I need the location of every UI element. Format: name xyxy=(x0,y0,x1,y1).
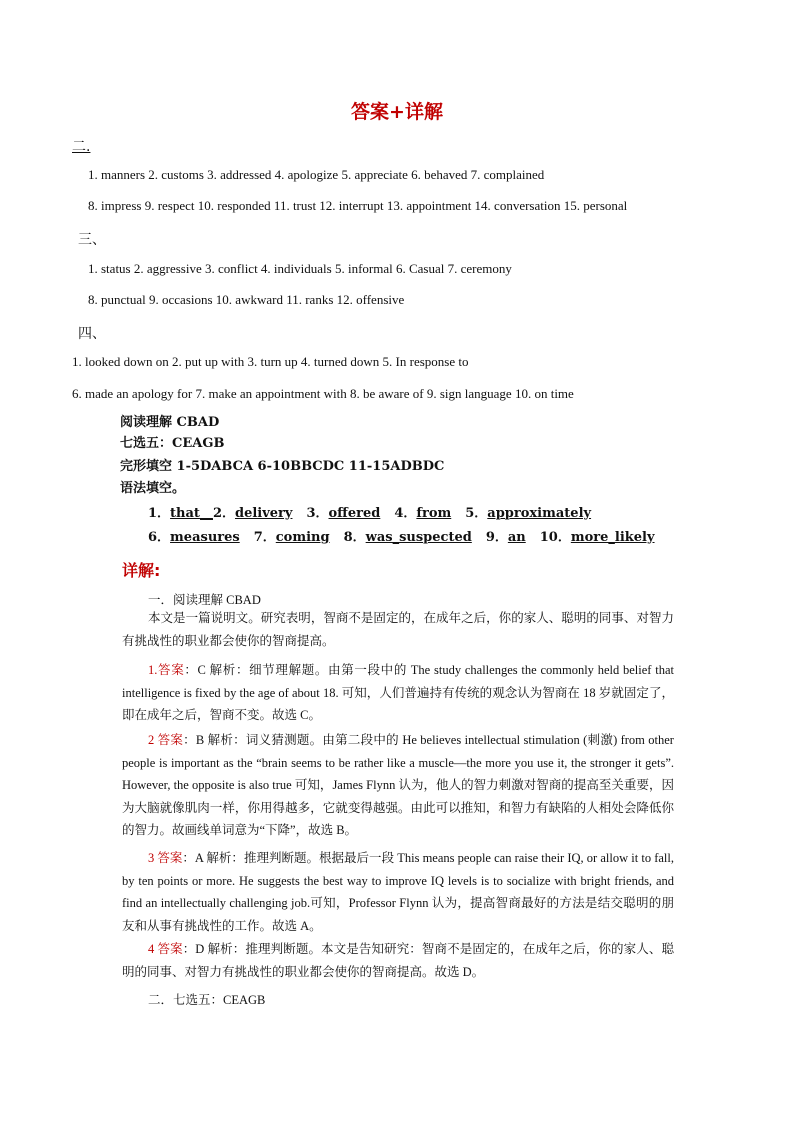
section-4-line-2: 6. made an apology for 7. make an appointment with 8. be aware of 9. sign language 10. on time xyxy=(72,386,574,401)
part-1-title: 一．阅读理解 CBAD xyxy=(148,593,261,607)
grammar-answer: more_likely xyxy=(570,530,655,545)
grammar-row-1 xyxy=(148,502,591,521)
q2-answer-label: 2 答案 xyxy=(148,733,184,747)
section-3-line-1: 1. status 2. aggressive 3. conflict 4. individuals 5. informal 6. Casual 7. ceremony xyxy=(88,261,512,276)
grammar-num: 5． xyxy=(465,506,488,521)
q1-answer-label: 1.答案 xyxy=(148,663,185,677)
detail-heading: 详解: xyxy=(122,561,161,580)
grammar-num: 6． xyxy=(148,530,171,545)
q3-answer-label: 3 答案 xyxy=(148,851,183,865)
grammar-num: 9． xyxy=(485,530,508,545)
grammar-answer: offered xyxy=(328,506,381,521)
section-3-line-2: 8. punctual 9. occasions 10. awkward 11. ranks 12. offensive xyxy=(88,292,405,307)
section-2-heading: 二. xyxy=(72,139,91,155)
page-title: 答案+详解 xyxy=(351,101,443,123)
section-3-heading: 三、 xyxy=(78,232,106,248)
grammar-answer: an xyxy=(507,530,526,545)
part-2-title: 二．七选五：CEAGB xyxy=(148,993,266,1007)
grammar-answer: coming xyxy=(275,530,330,545)
q2-text: ：B 解析：词义猜测题。由第二段中的 He believes intellectual stimulation (刺激) from other people is important as the “brain seems to be rather like a muscle—the more you use it, the stronger it gets”. However, the opposite is also true 可知，James Flynn 认为，他人的智力刺激对智商的提高至关重要，因为大脑就像肌肉一样，你用得越多，它就变得越强。由此可以推知，和智力有缺陷的人相处会降低你的智力。故画线单词意为“下降”，故选 B。 xyxy=(122,733,674,837)
reading-answers: 阅读理解 CBAD xyxy=(120,415,220,430)
grammar-num: 2． xyxy=(212,506,235,521)
q4-paragraph xyxy=(122,938,674,983)
grammar-answer: from xyxy=(416,506,452,521)
grammar-answer: delivery xyxy=(234,506,293,521)
q4-answer-label: 4 答案 xyxy=(148,942,183,956)
section-4-heading: 四、 xyxy=(78,326,106,342)
grammar-num: 7． xyxy=(253,530,276,545)
grammar-label: 语法填空。 xyxy=(120,481,186,496)
section-2-line-2: 8. impress 9. respect 10. responded 11. trust 12. interrupt 13. appointment 14. conversation 15. personal xyxy=(88,198,628,213)
intro-paragraph: 本文是一篇说明文。研究表明，智商不是固定的，在成年之后，你的家人、聪明的同事、对智力有挑战性的职业都会使你的智商提高。 xyxy=(122,611,674,648)
cloze-answers: 完形填空 1-5DABCA 6-10BBCDC 11-15ADBDC xyxy=(120,459,445,474)
grammar-answer: that xyxy=(170,506,200,521)
q3-paragraph xyxy=(122,847,674,937)
grammar-num: 10． xyxy=(539,530,571,545)
section-2-line-1: 1. manners 2. customs 3. addressed 4. apologize 5. appreciate 6. behaved 7. complained xyxy=(88,167,545,182)
q1-text: ：C 解析：细节理解题。由第一段中的 The study challenges the commonly held belief that intelligence is fixed by the age of about 18. 可知，人们普遍持有传统的观念认为智商在 18 岁就固定了，即在成年之后，智商不变。故选 C。 xyxy=(122,663,674,722)
seven-choose-five-answers: 七选五：CEAGB xyxy=(120,436,225,451)
q1-paragraph xyxy=(122,659,674,727)
grammar-answer: approximately xyxy=(487,506,592,521)
grammar-answer: measures xyxy=(170,530,240,545)
grammar-num: 4． xyxy=(394,506,417,521)
grammar-row-2 xyxy=(148,526,655,545)
grammar-num: 1． xyxy=(148,506,171,521)
q2-paragraph xyxy=(122,729,674,842)
grammar-num: 8． xyxy=(343,530,366,545)
grammar-num: 3． xyxy=(306,506,329,521)
grammar-blank: __ xyxy=(199,506,213,521)
grammar-answer: was_suspected xyxy=(365,530,472,545)
q4-text: ：D 解析：推理判断题。本文是告知研究：智商不是固定的，在成年之后，你的家人、聪明的同事、对智力有挑战性的职业都会使你的智商提高。故选 D。 xyxy=(122,942,674,979)
q3-text: ：A 解析：推理判断题。根据最后一段 This means people can raise their IQ, or allow it to fall, by ten points or more. He suggests the best way to improve IQ levels is to socialize with bright friends, and find an intellectually challenging job.可知，Professor Flynn 认为，提高智商最好的方法是结交聪明的朋友和从事有挑战性的工作。故选 A。 xyxy=(122,851,674,933)
section-4-line-1: 1. looked down on 2. put up with 3. turn up 4. turned down 5. In response to xyxy=(72,354,469,369)
